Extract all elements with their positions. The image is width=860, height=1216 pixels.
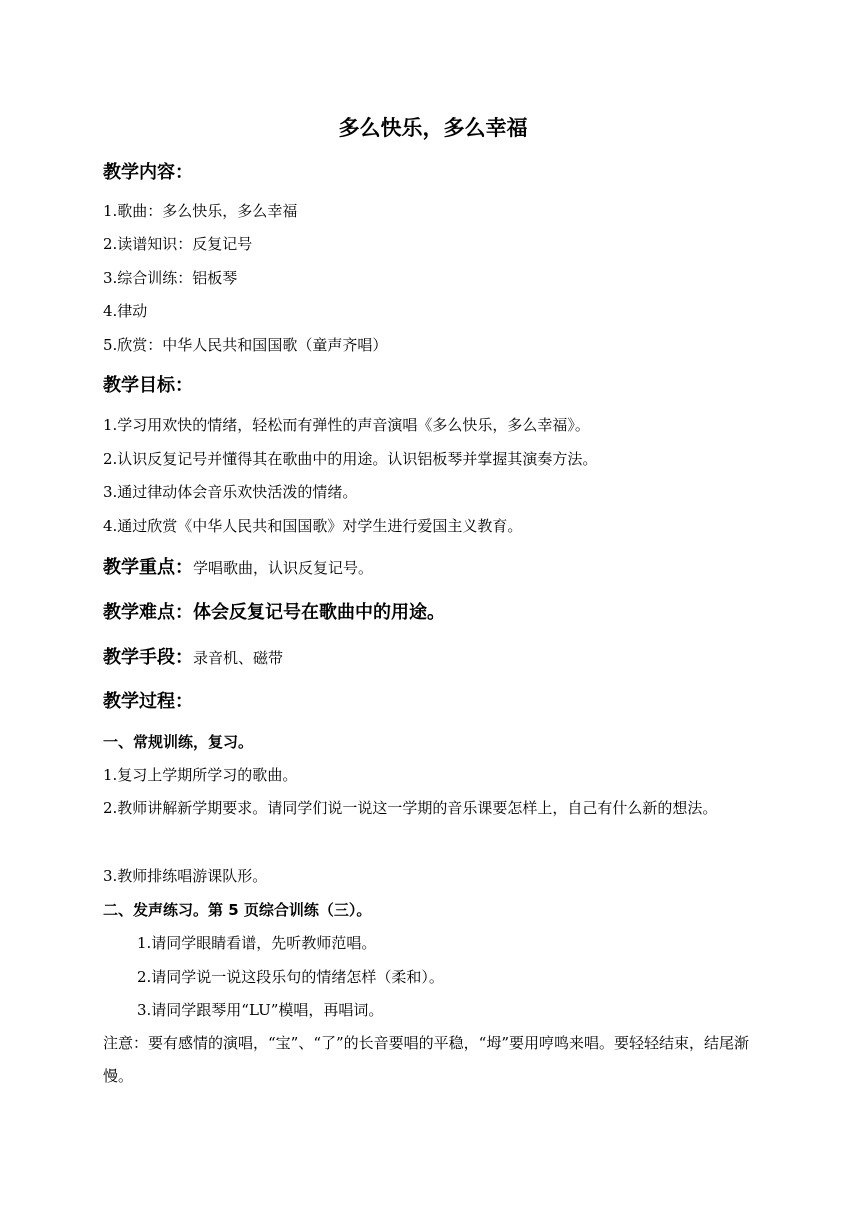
document-title: 多么快乐，多么幸福 [338, 116, 528, 140]
process-part2-item-2: 2.请同学说一说这段乐句的情绪怎样（柔和）。 [137, 968, 444, 986]
difficulty-text: 体会反复记号在歌曲中的用途。 [193, 602, 445, 623]
goals-item-1: 1.学习用欢快的情绪，轻松而有弹性的声音演唱《多么快乐，多么幸福》。 [103, 416, 590, 434]
difficulty-row [103, 600, 445, 626]
goals-item-4: 4.通过欣赏《中华人民共和国国歌》对学生进行爱国主义教育。 [103, 517, 523, 535]
process-part1-item-1: 1.复习上学期所学习的歌曲。 [103, 766, 298, 784]
content-item-5: 5.欣赏：中华人民共和国国歌（童声齐唱） [103, 336, 388, 354]
means-label: 教学手段： [103, 647, 193, 668]
process-part2-item-3: 3.请同学跟琴用“LU”模唱，再唱词。 [137, 1001, 384, 1019]
process-part1-heading: 一、常规训练，复习。 [103, 733, 254, 751]
process-part1-item-2: 2.教师讲解新学期要求。请同学们说一说这一学期的音乐课要怎样上，自己有什么新的想法。 [103, 799, 718, 817]
content-item-3: 3.综合训练：铝板琴 [103, 269, 238, 287]
goals-item-2: 2.认识反复记号并懂得其在歌曲中的用途。认识铝板琴并掌握其演奏方法。 [103, 450, 598, 468]
process-part2-item-1: 1.请同学眼睛看谱，先听教师范唱。 [137, 934, 377, 952]
content-heading: 教学内容： [103, 162, 193, 183]
process-part2-note: 注意：要有感情的演唱，“宝”、“了”的长音要唱的平稳，“坶”要用哼鸣来唱。要轻轻结束，结尾渐慢。 [103, 1034, 750, 1085]
process-heading: 教学过程： [103, 691, 193, 712]
means-row [103, 645, 283, 671]
means-text: 录音机、磁带 [193, 649, 284, 667]
key-point-label: 教学重点： [103, 557, 193, 578]
process-part1-item-3: 3.教师排练唱游课队形。 [103, 867, 268, 885]
key-point-row [103, 555, 373, 581]
content-item-2: 2.读谱知识：反复记号 [103, 235, 253, 253]
content-item-4: 4.律动 [103, 302, 148, 320]
goals-heading: 教学目标： [103, 375, 193, 396]
key-point-text: 学唱歌曲，认识反复记号。 [193, 559, 374, 577]
goals-item-3: 3.通过律动体会音乐欢快活泼的情绪。 [103, 483, 358, 501]
difficulty-label: 教学难点： [103, 602, 193, 623]
content-item-1: 1.歌曲：多么快乐，多么幸福 [103, 202, 298, 220]
process-part2-heading: 二、发声练习。第 5 页综合训练（三）。 [103, 901, 372, 919]
